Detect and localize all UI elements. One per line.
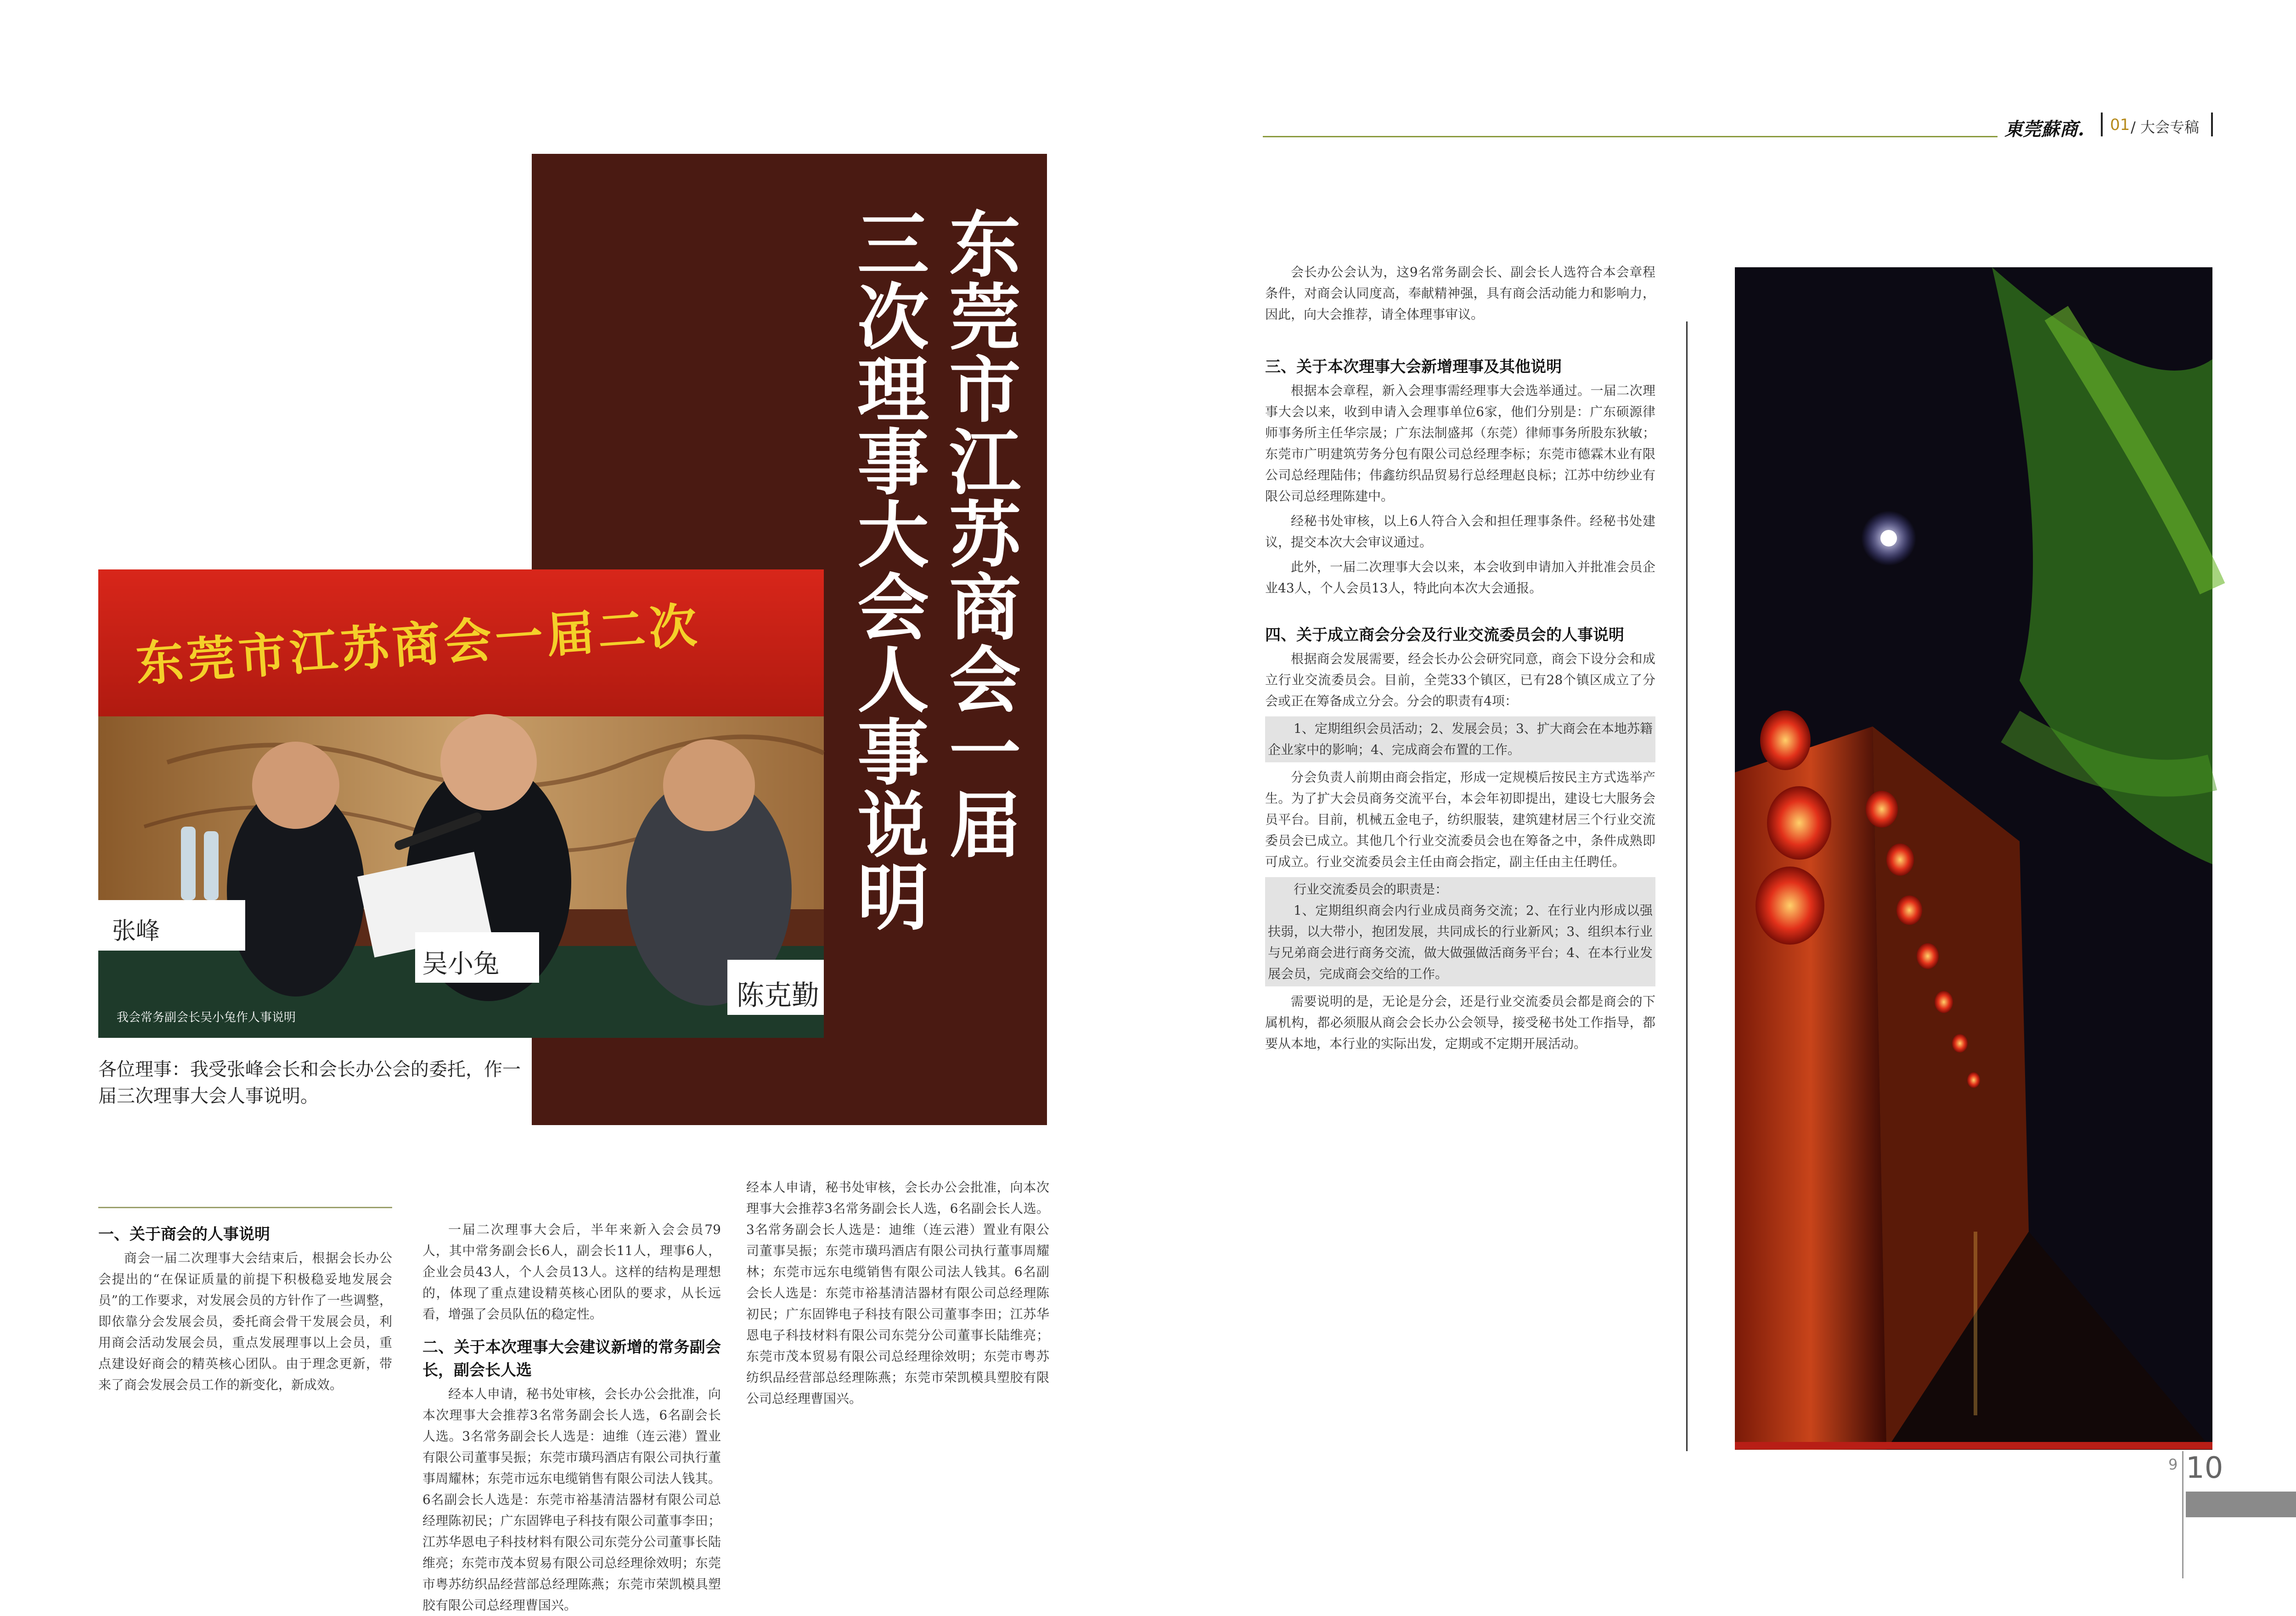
night-lantern-image (1735, 267, 2212, 1450)
paragraph: 商会一届二次理事大会结束后，根据会长办公会提出的“在保证质量的前提下积极稳妥地发展会员”的工作要求，对发展会员的方针作了一些调整，即依靠分会发展会员，委托商会骨干发展会员，利用商会活动发展会员，重点发展理事以上会员，重点建设好商会的精英核心团队。由于理念更新，带来了商会发展会员工作的新变化，新成效。 (98, 1250, 392, 1392)
highlight-text: 1、定期组织商会内行业成员商务交流；2、在行业内形成以强扶弱，以大带小，抱团发展，共同成长的行业新风；3、组织本行业与兄弟商会进行商务交流，做大做强做活商务平台；4、在本行业发展会员，完成商会交给的工作。 (1268, 903, 1653, 981)
section-3-heading: 三、关于本次理事大会新增理事及其他说明 (1265, 358, 1562, 376)
section-divider (98, 1207, 392, 1208)
paragraph: 此外，一届二次理事大会以来，本会收到申请加入并批准会员企业43人，个人会员13人，特此向本次大会通报。 (1265, 559, 1655, 596)
footer-divider (2182, 1451, 2183, 1578)
highlight-title: 行业交流委员会的职责是： (1294, 882, 1448, 897)
paragraph: 需要说明的是，无论是分会，还是行业交流委员会都是商会的下属机构，都必须服从商会会长办公会领导，接受秘书处工作指导，都要从本地，本行业的实际出发，定期或不定期开展活动。 (1265, 994, 1655, 1051)
title-line-2: 三次理事大会人事说明 (857, 203, 929, 940)
footer-bar (2186, 1492, 2296, 1517)
nameplate: 陈克勤 (737, 980, 819, 1012)
section-2-heading: 二、关于本次理事大会建议新增的常务副会长，副会长人选 (422, 1338, 721, 1380)
section-number: 01 (2110, 116, 2130, 134)
header-rule (1263, 136, 1998, 137)
page-number-left: 9 (2168, 1456, 2178, 1473)
paragraph-continued: 经本人申请，秘书处审核，会长办公会批准，向本次理事大会推荐3名常务副会长人选，6名副会长人选。3名常务副会长人选是：迪维（连云港）置业有限公司董事吴振；东莞市璜玛酒店有限公司执行董事周耀林；东莞市远东电缆销售有限公司法人钱其。6名副会长人选是：东莞市裕基清洁器材有限公司总经理陈初民；广东固铧电子科技有限公司董事李田；江苏华恩电子科技材料有限公司东莞分公司董事长陆维亮；东莞市茂本贸易有限公司总经理徐效明；东莞市粤苏纺织品经营部总经理陈燕；东莞市荣凯模具塑胶有限公司总经理曹国兴。 (746, 1180, 1049, 1406)
column-3 (746, 1180, 1049, 1430)
paragraph: 经秘书处审核，以上6人符合入会和担任理事条件。经秘书处建议，提交本次大会审议通过。 (1265, 513, 1655, 550)
section-label: 大会专稿 (2140, 118, 2199, 136)
right-column (1265, 262, 1655, 1054)
page-number-right: 10 (2186, 1451, 2223, 1485)
paragraph: 一届二次理事大会后，半年来新入会会员79人，其中常务副会长6人，副会长11人，理事6人，企业会员43人，个人会员13人。这样的结构是理想的，体现了重点建设精英核心团队的要求，从长远看，增强了会员队伍的稳定性。 (422, 1222, 721, 1322)
paragraph: 会长办公会认为，这9名常务副会长、副会长人选符合本会章程条件，对商会认同度高，奉献精神强，具有商会活动能力和影响力，因此，向大会推荐，请全体理事审议。 (1265, 265, 1655, 322)
banner-text: 东莞市江苏商会一届二次 (134, 597, 703, 693)
section-name (2131, 116, 2199, 137)
night-lantern-photo (1735, 267, 2212, 1450)
paragraph: 分会负责人前期由商会指定，形成一定规模后按民主方式选举产生。为了扩大会员商务交流平台，本会年初即提出，建设七大服务会员平台。目前，机械五金电子，纺织服装，建筑建材居三个行业交流委员会已成立。其他几个行业交流委员会也在筹备之中，条件成熟即可成立。行业交流委员会主任由商会指定，副主任由主任聘任。 (1265, 770, 1655, 869)
section-separator: / (2131, 118, 2136, 136)
highlight-box: 1、定期组织会员活动；2、发展会员；3、扩大商会在本地苏籍企业家中的影响；4、完成商会布置的工作。 (1265, 716, 1655, 762)
column-divider (1686, 321, 1688, 1451)
photo-accent-bar (1735, 1442, 2212, 1449)
magazine-brand: 東莞蘇商. (2004, 118, 2084, 140)
paragraph: 根据商会发展需要，经会长办公会研究同意，商会下设分会和成立行业交流委员会。目前，全莞33个镇区，已有28个镇区成立了分会或正在筹备成立分会。分会的职责有4项： (1265, 651, 1655, 709)
meeting-photo (98, 569, 824, 1038)
header-divider (2101, 113, 2103, 136)
paragraph: 根据本会章程，新入会理事需经理事大会选举通过。一届二次理事大会以来，收到申请入会理事单位6家，他们分别是：广东硕源律师事务所主任华宗晟；广东法制盛邦（东莞）律师事务所股东狄敏；东莞市广明建筑劳务分包有限公司总经理李标；东莞市德霖木业有限公司总经理陆伟；伟鑫纺织品贸易行总经理赵良标；江苏中纺纱业有限公司总经理陈建中。 (1265, 383, 1655, 504)
title-line-1: 东莞市江苏商会一届 (949, 203, 1021, 867)
section-4-heading: 四、关于成立商会分会及行业交流委员会的人事说明 (1265, 626, 1624, 644)
nameplate: 张峰 (112, 918, 160, 945)
paragraph: 经本人申请，秘书处审核，会长办公会批准，向本次理事大会推荐3名常务副会长人选，6名副会长人选。3名常务副会长人选是：迪维（连云港）置业有限公司董事吴振；东莞市璜玛酒店有限公司执行董事周耀林；东莞市远东电缆销售有限公司法人钱其。6名副会长人选是：东莞市裕基清洁器材有限公司总经理陈初民；广东固铧电子科技有限公司董事李田；江苏华恩电子科技材料有限公司东莞分公司董事长陆维亮；东莞市茂本贸易有限公司总经理徐效明；东莞市粤苏纺织品经营部总经理陈燕；东莞市荣凯模具塑胶有限公司总经理曹国兴。 (422, 1386, 721, 1613)
column-1 (98, 1219, 392, 1396)
intro-text: 各位理事：我受张峰会长和会长办公会的委托，作一届三次理事大会人事说明。 (98, 1059, 521, 1107)
photo-caption: 我会常务副会长吴小兔作人事说明 (117, 1011, 296, 1025)
header-divider (2211, 113, 2213, 136)
section-1-heading: 一、关于商会的人事说明 (98, 1225, 270, 1244)
nameplate: 吴小兔 (422, 949, 499, 979)
highlight-box (1265, 877, 1655, 986)
column-2 (422, 1219, 721, 1613)
